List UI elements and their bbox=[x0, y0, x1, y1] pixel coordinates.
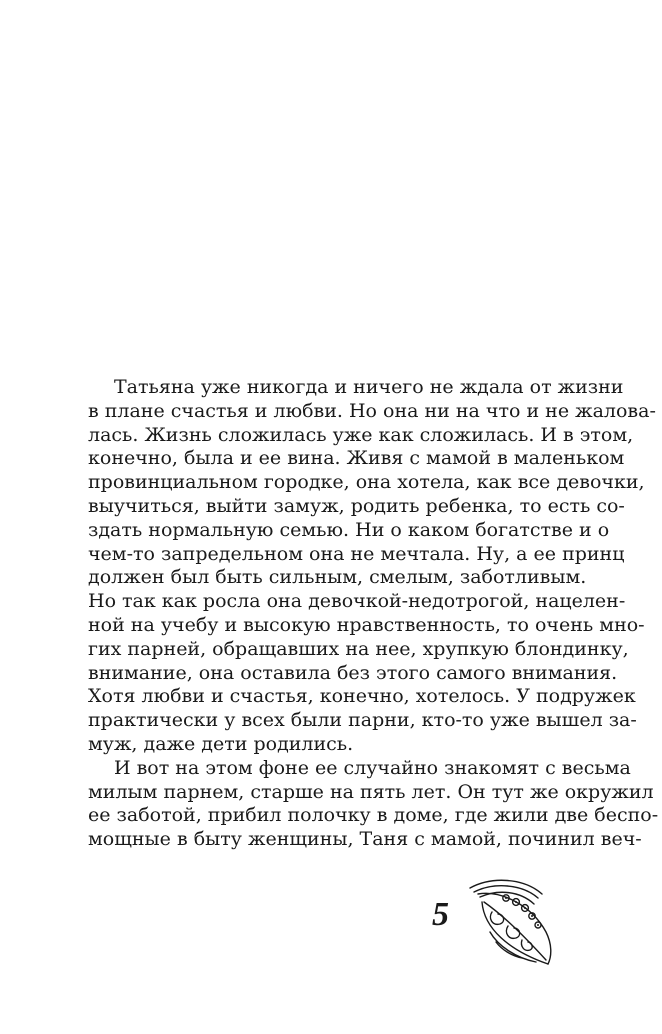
text-line: лась. Жизнь сложилась уже как сложилась. И в этом, bbox=[88, 423, 634, 446]
text-line: Хотя любви и счастья, конечно, хотелось. У подружек bbox=[88, 685, 636, 708]
text-line: И вот на этом фоне ее случайно знакомят с весьма bbox=[114, 756, 631, 779]
text-line: конечно, была и ее вина. Живя с мамой в маленьком bbox=[88, 447, 625, 470]
text-line: здать нормальную семью. Ни о каком богатстве и о bbox=[88, 518, 610, 541]
text-line: Татьяна уже никогда и ничего не ждала от жизни bbox=[114, 376, 624, 398]
text-line: милым парнем, старше на пять лет. Он тут же окружил bbox=[88, 780, 654, 803]
body-text bbox=[88, 376, 659, 852]
text-line: чем-то запредельном она не мечтала. Ну, а ее принц bbox=[88, 542, 625, 565]
text-line: выучиться, выйти замуж, родить ребенка, то есть со- bbox=[88, 494, 625, 517]
text-line: провинциальном городке, она хотела, как все девочки, bbox=[88, 471, 645, 494]
text-line: гих парней, обращавших на нее, хрупкую блондинку, bbox=[88, 637, 629, 660]
page-number: 5 bbox=[432, 896, 449, 933]
text-line: мощные в быту женщины, Таня с мамой, починил веч- bbox=[88, 828, 642, 851]
text-line: муж, даже дети родились. bbox=[88, 732, 354, 755]
text-line: должен был быть сильным, смелым, заботливым. bbox=[88, 566, 587, 589]
text-line: внимание, она оставила без этого самого внимания. bbox=[88, 661, 618, 684]
text-line: Но так как росла она девочкой-недотрогой, нацелен- bbox=[88, 590, 626, 613]
text-line: в плане счастья и любви. Но она ни на что и не жалова- bbox=[88, 399, 656, 422]
floral-leaf-ornament-icon bbox=[462, 872, 558, 968]
text-line: ной на учебу и высокую нравственность, то очень мно- bbox=[88, 613, 645, 636]
text-line: практически у всех были парни, кто-то уже вышел за- bbox=[88, 709, 637, 732]
text-line: ее заботой, прибил полочку в доме, где жили две беспо- bbox=[88, 804, 659, 827]
